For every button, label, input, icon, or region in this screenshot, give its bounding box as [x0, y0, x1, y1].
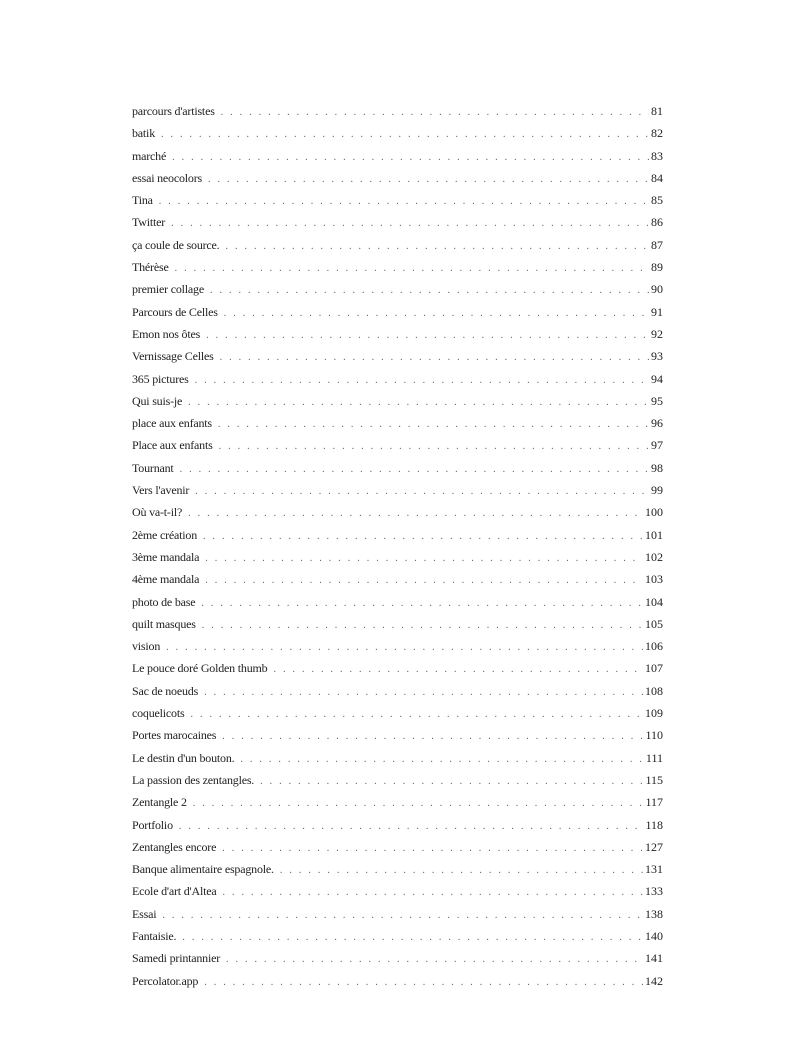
toc-entry-title: Tournant: [132, 460, 174, 475]
toc-dot-leader: [222, 726, 643, 748]
toc-entry-page: 92: [651, 326, 663, 341]
toc-entry-page: 84: [651, 170, 663, 185]
toc-entry-page: 89: [651, 260, 663, 275]
toc-entry-page: 140: [645, 928, 663, 943]
toc-entry[interactable]: [132, 702, 663, 724]
toc-dot-leader: [224, 303, 649, 325]
toc-entry[interactable]: [132, 680, 663, 702]
toc-dot-leader: [188, 503, 643, 525]
toc-entry-title: Percolator.app: [132, 973, 199, 988]
toc-dot-leader: [204, 972, 643, 994]
toc-entry[interactable]: [132, 122, 663, 144]
toc-entry-title: La passion des zentangles.: [132, 772, 255, 787]
toc-dot-leader: [172, 147, 649, 169]
toc-entry-title: place aux enfants: [132, 416, 212, 431]
toc-dot-leader: [179, 816, 644, 838]
toc-entry-title: Où va-t-il?: [132, 505, 183, 520]
toc-entry[interactable]: [132, 724, 663, 746]
toc-entry-title: Zentangles encore: [132, 839, 217, 854]
toc-entry-title: Vernissage Celles: [132, 349, 214, 364]
toc-dot-leader: [222, 838, 643, 860]
toc-dot-leader: [206, 325, 649, 347]
toc-entry[interactable]: [132, 903, 663, 925]
toc-entry-title: marché: [132, 148, 167, 163]
toc-dot-leader: [280, 860, 643, 882]
toc-entry-page: 141: [645, 951, 663, 966]
toc-entry[interactable]: [132, 970, 663, 992]
toc-entry-page: 103: [645, 572, 663, 587]
toc-entry[interactable]: [132, 479, 663, 501]
toc-entry-page: 133: [645, 884, 663, 899]
toc-dot-leader: [273, 659, 643, 681]
toc-entry-page: 104: [645, 594, 663, 609]
toc-entry-title: Portfolio: [132, 817, 173, 832]
toc-entry-title: quilt masques: [132, 616, 196, 631]
toc-entry[interactable]: [132, 791, 663, 813]
toc-entry-title: Essai: [132, 906, 157, 921]
toc-entry-title: Qui suis-je: [132, 393, 183, 408]
toc-entry-page: 96: [651, 416, 663, 431]
toc-entry-title: Place aux enfants: [132, 438, 213, 453]
toc-entry[interactable]: [132, 546, 663, 568]
toc-entry-page: 99: [651, 483, 663, 498]
toc-entry-title: Fantaisie.: [132, 928, 177, 943]
toc-entry[interactable]: [132, 167, 663, 189]
toc-entry[interactable]: [132, 613, 663, 635]
toc-entry-page: 97: [651, 438, 663, 453]
toc-entry-title: ça coule de source.: [132, 237, 220, 252]
toc-entry-page: 107: [645, 661, 663, 676]
toc-entry[interactable]: [132, 501, 663, 523]
toc-entry-page: 91: [651, 304, 663, 319]
toc-entry-page: 106: [645, 639, 663, 654]
toc-entry-title: Samedi printannier: [132, 951, 221, 966]
toc-entry-page: 87: [651, 237, 663, 252]
toc-entry-page: 118: [645, 817, 663, 832]
toc-entry-title: 365 pictures: [132, 371, 189, 386]
toc-entry-page: 127: [645, 839, 663, 854]
toc-entry-title: coquelicots: [132, 706, 185, 721]
toc-entry-title: Thérèse: [132, 260, 169, 275]
toc-entry-page: 101: [645, 527, 663, 542]
toc-dot-leader: [180, 459, 649, 481]
toc-entry[interactable]: [132, 412, 663, 434]
toc-dot-leader: [208, 169, 649, 191]
toc-dot-leader: [204, 682, 643, 704]
toc-entry[interactable]: [132, 635, 663, 657]
toc-entry-page: 100: [645, 505, 663, 520]
toc-dot-leader: [219, 436, 649, 458]
toc-dot-leader: [188, 392, 649, 414]
toc-entry-title: Zentangle 2: [132, 795, 187, 810]
toc-dot-leader: [195, 370, 649, 392]
toc-entry-page: 86: [651, 215, 663, 230]
toc-entry-page: 81: [651, 104, 663, 118]
toc-entry[interactable]: [132, 457, 663, 479]
toc-entry[interactable]: [132, 189, 663, 211]
toc-dot-leader: [205, 548, 643, 570]
toc-dot-leader: [220, 347, 649, 369]
toc-dot-leader: [182, 927, 643, 949]
toc-entry-page: 90: [651, 282, 663, 297]
toc-entry[interactable]: [132, 880, 663, 902]
toc-dot-leader: [195, 481, 649, 503]
toc-entry[interactable]: [132, 434, 663, 456]
toc-dot-leader: [201, 593, 643, 615]
toc-entry[interactable]: [132, 368, 663, 390]
toc-dot-leader: [202, 615, 643, 637]
toc-entry-page: 83: [651, 148, 663, 163]
toc-dot-leader: [171, 213, 649, 235]
toc-entry-page: 82: [651, 126, 663, 141]
toc-dot-leader: [240, 749, 643, 771]
toc-dot-leader: [260, 771, 643, 793]
toc-dot-leader: [166, 637, 643, 659]
toc-entry-title: Twitter: [132, 215, 166, 230]
toc-entry-title: Vers l'avenir: [132, 483, 190, 498]
toc-dot-leader: [221, 102, 649, 124]
toc-entry[interactable]: [132, 345, 663, 367]
toc-entry-title: 3ème mandala: [132, 549, 200, 564]
toc-entry[interactable]: [132, 591, 663, 613]
toc-entry-page: 108: [645, 683, 663, 698]
toc-entry-title: premier collage: [132, 282, 204, 297]
toc-dot-leader: [205, 570, 643, 592]
toc-entry-title: 4ème mandala: [132, 572, 200, 587]
toc-entry-page: 138: [645, 906, 663, 921]
toc-entry-page: 94: [651, 371, 663, 386]
toc-entry[interactable]: [132, 323, 663, 345]
toc-dot-leader: [222, 882, 643, 904]
toc-entry-title: Tina: [132, 193, 153, 208]
toc-dot-leader: [193, 793, 644, 815]
toc-entry-title: Portes marocaines: [132, 728, 217, 743]
toc-dot-leader: [159, 191, 649, 213]
toc-entry-page: 98: [651, 460, 663, 475]
toc-entry-page: 115: [645, 772, 663, 787]
toc-entry-page: 111: [645, 750, 663, 765]
toc-dot-leader: [175, 258, 649, 280]
toc-entry[interactable]: [132, 568, 663, 590]
toc-entry[interactable]: [132, 836, 663, 858]
toc-entry-title: vision: [132, 639, 161, 654]
toc-entry[interactable]: [132, 858, 663, 880]
toc-entry-title: Ecole d'art d'Altea: [132, 884, 217, 899]
toc-entry[interactable]: [132, 524, 663, 546]
toc-entry[interactable]: [132, 211, 663, 233]
toc-entry[interactable]: [132, 814, 663, 836]
toc-entry-title: Le destin d'un bouton.: [132, 750, 235, 765]
toc-entry-page: 85: [651, 193, 663, 208]
toc-entry-page: 142: [645, 973, 663, 988]
toc-entry-page: 110: [645, 728, 663, 743]
toc-entry[interactable]: [132, 278, 663, 300]
toc-dot-leader: [226, 949, 643, 971]
toc-entry-page: 102: [645, 549, 663, 564]
toc-dot-leader: [218, 414, 649, 436]
toc-entry[interactable]: [132, 256, 663, 278]
toc-entry[interactable]: [132, 657, 663, 679]
toc-entry[interactable]: [132, 301, 663, 323]
toc-entry-title: Emon nos ôtes: [132, 326, 201, 341]
toc-entry[interactable]: [132, 925, 663, 947]
toc-entry-title: Le pouce doré Golden thumb: [132, 661, 268, 676]
toc-dot-leader: [225, 236, 649, 258]
toc-entry-title: essai neocolors: [132, 170, 202, 185]
toc-entry-title: 2ème création: [132, 527, 198, 542]
toc-dot-leader: [210, 280, 649, 302]
toc-entry-title: Parcours de Celles: [132, 304, 218, 319]
toc-entry-title: Banque alimentaire espagnole.: [132, 862, 274, 877]
toc-dot-leader: [162, 905, 643, 927]
toc-entry-page: 109: [645, 706, 663, 721]
toc-entry-page: 93: [651, 349, 663, 364]
toc-entry[interactable]: [132, 234, 663, 256]
toc-entry-title: Sac de noeuds: [132, 683, 199, 698]
toc-entry-page: 131: [645, 862, 663, 877]
toc-entry-title: photo de base: [132, 594, 196, 609]
toc-entry-title: batik: [132, 126, 155, 141]
toc-entry[interactable]: [132, 145, 663, 167]
toc-entry-page: 95: [651, 393, 663, 408]
table-of-contents: [132, 100, 663, 992]
toc-dot-leader: [190, 704, 643, 726]
toc-entry[interactable]: [132, 390, 663, 412]
toc-entry-page: 105: [645, 616, 663, 631]
toc-entry[interactable]: [132, 100, 663, 122]
toc-entry[interactable]: [132, 769, 663, 791]
toc-entry-page: 117: [645, 795, 663, 810]
toc-dot-leader: [161, 124, 649, 146]
toc-entry[interactable]: [132, 947, 663, 969]
toc-entry-title: parcours d'artistes: [132, 104, 215, 118]
toc-dot-leader: [203, 526, 643, 548]
toc-entry[interactable]: [132, 747, 663, 769]
